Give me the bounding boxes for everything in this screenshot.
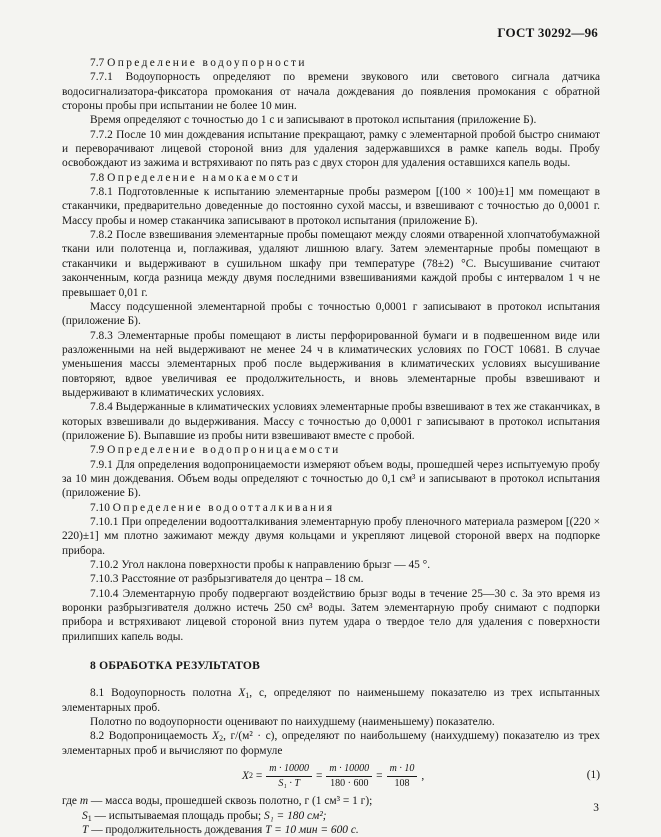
subsection-heading-7-7: 7.7 Определение водоупорности [90, 57, 307, 69]
paragraph-7-10-2: 7.10.2 Угол наклона поверхности пробы к направлению брызг — 45 °. [90, 559, 431, 572]
fraction-general: $\frac{m \cdot 10000}{\text{S₁ · T}}$ [266, 763, 312, 790]
fraction-substituted: $\frac{m \cdot 10000}{180 \cdot 600}$ [326, 763, 372, 790]
section-title-8: 8 ОБРАБОТКА РЕЗУЛЬТАТОВ [90, 659, 261, 673]
formula-expression: X 2 = $\frac{m \cdot 10000}{\text{S₁ · T}}$ = $\frac{m \cdot 10000}{180 \cdot 600}$ = $\frac{m \cdot 10}{108}$ , [242, 762, 425, 789]
subsection-heading-7-10: 7.10 Определение водоотталкивания [90, 501, 335, 514]
equation-number: (1) [586, 769, 600, 782]
paragraph-7-8-1: 7.8.1 Подготовленные к испытанию элементарные пробы размером [(100 × 100)±1] мм помещают в стаканчики, предварительно доведенные до постоянно сухой массы, и взвешивают с точностью до 0,0001 г. Массу пробы и номер стаканчика записывают в протокол испытания (приложение Б). [62, 186, 600, 227]
document-body [62, 56, 600, 837]
paragraph-8-2: 8.2 Водопроницаемость $X_2$, г/(м² · с), определяют по наибольшему (наихудшему) показателю из трех элементарных проб и вычисляют по формуле [62, 730, 600, 757]
paragraph-7-7-1b: Время определяют с точностью до 1 с и записывают в протокол испытания (приложение Б). [90, 114, 537, 127]
fraction-simplified: $\frac{m \cdot 10}{108}$ [387, 763, 418, 790]
paragraph-7-7-1: 7.7.1 Водоупорность определяют по времени звукового или светового сигнала датчика водосигнализатора-фиксатора промокания от начала дождевания до появления промокания с обратной стороны пробы при испытании не более 10 мин. [62, 71, 600, 113]
paragraph-8-1: 8.1 Водоупорность полотна $X_1$, с, определяют по наименьшему показателю из трех испытанных элементарных проб. [62, 687, 600, 714]
paragraph-7-8-2b: Массу подсушенной элементарной пробы с точностью 0,0001 г записывают в протокол испытания (приложение Б). [62, 300, 600, 328]
subsection-heading-7-9: 7.9 Определение водопроницаемости [90, 444, 341, 457]
paragraph-7-7-2: 7.7.2 После 10 мин дождевания испытание прекращают, рамку с элементарной пробой быстро снимают и переворачивают лицевой стороной вниз для удаления задержавшихся в рамке капель воды. Пробу освобождают из зажима и встряхивают по пять раз с двух сторон для удаления оставшихся капель воды. [62, 128, 600, 170]
paragraph-7-8-3: 7.8.3 Элементарные пробы помещают в листы перфорированной бумаги и в подвешенном виде или разложенными на ней выдерживают не менее 24 ч в климатических условиях по ГОСТ 10681. В случае уменьшения массы элементарных проб после выдерживания в климатических условиях высушивание повторяют, вдвое увеличивая ее продолжительность, и вновь элементарные пробы взвешивают и выдерживают в климатических условиях. [62, 329, 600, 399]
paragraph-8-1b: Полотно по водоупорности оценивают по наихудшему (наименьшему) показателю. [90, 716, 495, 729]
paragraph-7-10-4: 7.10.4 Элементарную пробу подвергают воздействию брызг воды в течение 25—30 с. За это время из воронки разбрызгивателя должно истечь 250 см³ воды. Затем элементарную пробу снимают с подпорки прибора и встряхивают лицевой стороной вниз путем удара о твердое тело для удаления с поверхности прилипших капель воды. [62, 587, 600, 643]
definition-t: T — продолжительность дождевания T = 10 мин = 600 с. [82, 823, 359, 836]
paragraph-7-9-1: 7.9.1 Для определения водопроницаемости измеряют объем воды, прошедшей через испытуемую пробу за 10 мин дождевания. Объем воды определяют с точностью до 0,1 см³ и записывают в протокол испытания (приложение Б). [62, 458, 600, 500]
paragraph-7-8-2: 7.8.2 После взвешивания элементарные пробы помещают между слоями отваренной хлопчатобумажной ткани или полотенца и, поглаживая, удаляют лишнюю влагу. Затем элементарные пробы помещают в стаканчики и выдерживают в сушильном шкафу при температуре (78±2) °С. Высушивание считают законченным, когда разница между двумя последними взвешиваниями каждой пробы с интервалом 1 ч не превышает 0,01 г. [62, 229, 600, 299]
document-header: ГОСТ 30292—96 [497, 25, 598, 40]
definition-m: где m — масса воды, прошедшей сквозь полотно, г (1 см³ = 1 г); [62, 795, 373, 808]
paragraph-7-10-1: 7.10.1 При определении водоотталкивания элементарную пробу пленочного материала размером [(220 × 220)±1] мм плотно зажимают между двумя кольцами и укрепляют лицевой стороной вверх на подпорке прибора. [62, 516, 600, 557]
paragraph-7-8-4: 7.8.4 Выдержанные в климатических условиях элементарные пробы взвешивают в тех же стаканчиках, в которых взвешивали до выдерживания. Массу с точностью до 0,0001 г записывают в протокол испытания (приложение Б). Выпавшие из пробы нити взвешивают вместе с пробой. [62, 401, 600, 442]
subsection-heading-7-8: 7.8 Определение намокаемости [90, 171, 301, 184]
formula-1 [62, 760, 600, 792]
page-number: 3 [593, 802, 599, 814]
definition-s1: $S_1$ — испытываемая площадь пробы; S₁ = 180 см²; [82, 809, 327, 823]
paragraph-7-10-3: 7.10.3 Расстояние от разбрызгивателя до центра – 18 см. [90, 573, 364, 586]
